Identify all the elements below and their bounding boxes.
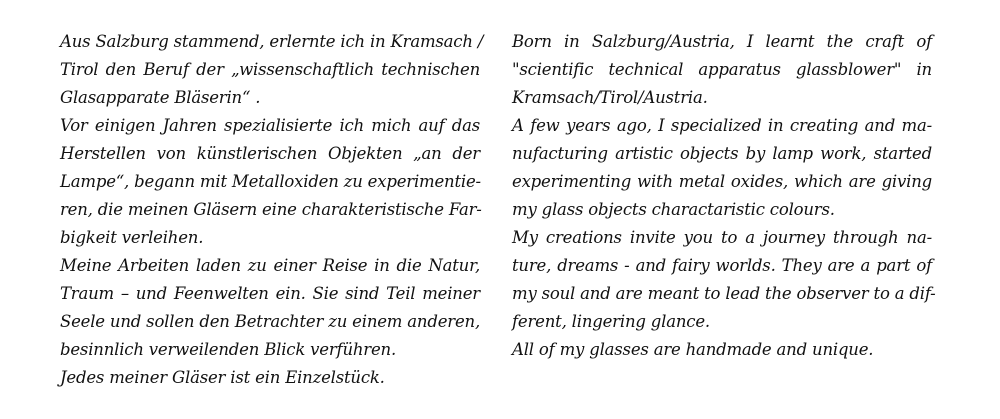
english-line: nufacturing artistic objects by lamp work, started (512, 144, 932, 163)
german-line: Glasapparate Bläserin“ . (60, 88, 261, 107)
german-line: Lampe“, begann mit Metalloxiden zu experimentie- (60, 172, 481, 191)
english-line: All of my glasses are handmade and unique. (512, 340, 874, 359)
german-text-column (60, 28, 484, 392)
english-line: Born in Salzburg/Austria, I learnt the craft of (512, 32, 932, 51)
german-line: Aus Salzburg stammend, erlernte ich in Kramsach / (60, 32, 484, 51)
german-line: ren, die meinen Gläsern eine charakteristische Far- (60, 200, 482, 219)
english-line: experimenting with metal oxides, which are giving (512, 172, 932, 191)
english-line: A few years ago, I specialized in creating and ma- (512, 116, 932, 135)
german-line: Vor einigen Jahren spezialisierte ich mich auf das (60, 116, 480, 135)
english-line: my soul and are meant to lead the observer to a dif- (512, 284, 936, 303)
german-line: Meine Arbeiten laden zu einer Reise in die Natur, (60, 256, 480, 275)
english-line: my glass objects charactaristic colours. (512, 200, 835, 219)
german-line: Traum – und Feenwelten ein. Sie sind Teil meiner (60, 284, 480, 303)
english-line: ture, dreams - and fairy worlds. They are a part of (512, 256, 932, 275)
german-line: bigkeit verleihen. (60, 228, 204, 247)
english-line: Kramsach/Tirol/Austria. (512, 88, 708, 107)
german-line: besinnlich verweilenden Blick verführen. (60, 340, 397, 359)
german-line: Herstellen von künstlerischen Objekten „an der (60, 144, 480, 163)
english-line: My creations invite you to a journey through na- (512, 228, 932, 247)
german-line: Jedes meiner Gläser ist ein Einzelstück. (60, 368, 385, 387)
english-line: "scientific technical apparatus glassblower" in (512, 60, 932, 79)
german-line: Seele und sollen den Betrachter zu einem anderen, (60, 312, 481, 331)
german-line: Tirol den Beruf der „wissenschaftlich technischen (60, 60, 480, 79)
english-text-column (512, 28, 936, 364)
english-line: ferent, lingering glance. (512, 312, 710, 331)
